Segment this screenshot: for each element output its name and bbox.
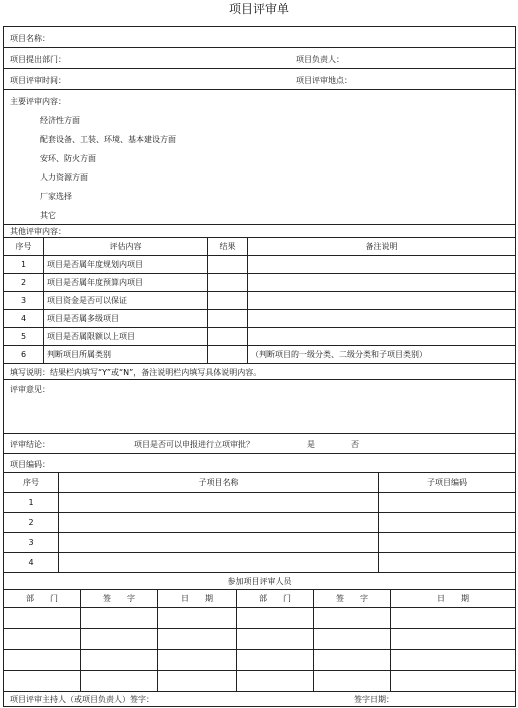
project-code-row xyxy=(4,454,515,473)
eval-row-content: 项目是否属多级项目 xyxy=(44,310,208,327)
eval-row-no: 1 xyxy=(4,256,44,273)
eval-row-no: 4 xyxy=(4,310,44,327)
sub-header-code: 子项目编码 xyxy=(427,478,467,487)
participants-title-row xyxy=(4,573,515,590)
table-row xyxy=(4,310,515,328)
table-row xyxy=(4,346,515,364)
eval-row-no: 3 xyxy=(4,292,44,309)
main-content-item: 其它 xyxy=(40,211,56,220)
review-time-label: 项目评审时间： xyxy=(10,76,66,85)
main-content-item: 配套设备、工装、环境、基本建设方面 xyxy=(40,135,176,144)
leader-label: 项目负责人： xyxy=(296,55,344,64)
eval-row-result[interactable] xyxy=(208,292,248,309)
table-row xyxy=(4,671,515,692)
participants-header xyxy=(4,590,515,608)
participant-signature-cell[interactable] xyxy=(81,650,158,670)
table-row xyxy=(4,553,515,573)
conclusion-yes[interactable]: 是 xyxy=(307,440,315,449)
footer-row xyxy=(4,692,515,706)
participant-department-cell[interactable] xyxy=(237,650,314,670)
sub-row-no: 3 xyxy=(4,533,59,552)
participant-department-cell[interactable] xyxy=(237,629,314,649)
participant-department-cell[interactable] xyxy=(4,629,81,649)
table-row xyxy=(4,608,515,629)
eval-header-note: 备注说明 xyxy=(365,242,398,251)
table-row xyxy=(4,533,515,553)
department-label: 项目提出部门： xyxy=(10,55,66,64)
participant-department-cell[interactable] xyxy=(4,671,81,691)
other-content-label: 其他评审内容： xyxy=(10,227,66,236)
table-row xyxy=(4,629,515,650)
participant-signature-cell[interactable] xyxy=(81,629,158,649)
table-row xyxy=(4,328,515,346)
eval-row-result[interactable] xyxy=(208,346,248,363)
sub-row-name[interactable] xyxy=(59,553,379,572)
review-place-label: 项目评审地点： xyxy=(296,76,352,85)
host-sign-label: 项目评审主持人（或项目负责人）签字： xyxy=(10,695,154,704)
eval-row-result[interactable] xyxy=(208,310,248,327)
eval-row-content: 判断项目所属类别 xyxy=(44,346,208,363)
participant-signature-cell[interactable] xyxy=(314,608,391,628)
participants-header-date: 日 期 xyxy=(158,590,237,607)
document-title: 项目评审单 xyxy=(228,2,289,16)
main-content-item: 人力资源方面 xyxy=(40,173,88,182)
table-row xyxy=(4,493,515,513)
participant-signature-cell[interactable] xyxy=(314,629,391,649)
table-row xyxy=(4,274,515,292)
participant-signature-cell[interactable] xyxy=(81,608,158,628)
fill-note: 填写说明：结果栏内填写“Y”或“N”，备注说明栏内填写具体说明内容。 xyxy=(10,368,262,377)
participant-department-cell[interactable] xyxy=(237,671,314,691)
opinion-area[interactable] xyxy=(4,380,515,434)
eval-row-note[interactable]: （判断项目的一级分类、二级分类和子项目类别） xyxy=(251,350,427,359)
participant-department-cell[interactable] xyxy=(4,608,81,628)
project-name-label: 项目名称： xyxy=(10,34,50,43)
main-content-item: 安环、防火方面 xyxy=(40,154,96,163)
conclusion-no[interactable]: 否 xyxy=(351,440,359,449)
eval-row-result[interactable] xyxy=(208,256,248,273)
sign-date-label: 签字日期： xyxy=(354,695,394,704)
project-code-label: 项目编码： xyxy=(10,460,50,469)
participants-title: 参加项目评审人员 xyxy=(227,576,292,586)
eval-row-note[interactable] xyxy=(248,292,515,309)
participant-signature-cell[interactable] xyxy=(81,671,158,691)
eval-row-note[interactable] xyxy=(248,328,515,345)
main-content-label: 主要评审内容： xyxy=(10,97,66,106)
eval-row-no: 2 xyxy=(4,274,44,291)
sub-header-name: 子项目名称 xyxy=(59,473,379,492)
other-content-row xyxy=(4,225,515,238)
participant-date-cell[interactable] xyxy=(391,671,515,691)
eval-table-header xyxy=(4,238,515,256)
eval-row-no: 5 xyxy=(4,328,44,345)
sub-row-name[interactable] xyxy=(59,493,379,512)
sub-row-name[interactable] xyxy=(59,513,379,532)
sub-row-code[interactable] xyxy=(379,553,515,572)
eval-row-note[interactable] xyxy=(248,274,515,291)
eval-row-note[interactable] xyxy=(248,256,515,273)
sub-header-no: 序号 xyxy=(4,473,59,492)
review-time-row xyxy=(4,69,515,90)
participant-date-cell[interactable] xyxy=(391,629,515,649)
sub-row-no: 2 xyxy=(4,513,59,532)
participant-signature-cell[interactable] xyxy=(314,671,391,691)
main-content-item: 厂家选择 xyxy=(40,192,72,201)
eval-row-content: 项目资金是否可以保证 xyxy=(44,292,208,309)
eval-header-result: 结果 xyxy=(208,238,248,255)
participant-department-cell[interactable] xyxy=(237,608,314,628)
eval-row-result[interactable] xyxy=(208,274,248,291)
main-content-area xyxy=(4,90,515,225)
participant-date-cell[interactable] xyxy=(158,629,237,649)
participants-header-date: 日 期 xyxy=(437,594,469,603)
project-name-row xyxy=(4,27,515,48)
table-row xyxy=(4,513,515,533)
sub-row-name[interactable] xyxy=(59,533,379,552)
sub-row-code[interactable] xyxy=(379,533,515,552)
review-form xyxy=(3,26,516,707)
sub-row-no: 1 xyxy=(4,493,59,512)
table-row xyxy=(4,256,515,274)
participant-date-cell[interactable] xyxy=(158,671,237,691)
participant-date-cell[interactable] xyxy=(158,608,237,628)
participants-header-signature: 签 字 xyxy=(314,590,391,607)
conclusion-question: 项目是否可以申报进行立项审批？ xyxy=(134,440,254,449)
conclusion-label: 评审结论： xyxy=(10,440,50,449)
sub-row-code[interactable] xyxy=(379,493,515,512)
eval-row-content: 项目是否属限额以上项目 xyxy=(44,328,208,345)
participant-department-cell[interactable] xyxy=(4,650,81,670)
sub-row-no: 4 xyxy=(4,553,59,572)
eval-header-content: 评估内容 xyxy=(44,238,208,255)
department-row xyxy=(4,48,515,69)
eval-header-no: 序号 xyxy=(4,238,44,255)
participant-date-cell[interactable] xyxy=(391,650,515,670)
sub-table-header xyxy=(4,473,515,493)
eval-row-result[interactable] xyxy=(208,328,248,345)
sub-row-code[interactable] xyxy=(379,513,515,532)
conclusion-row xyxy=(4,434,515,454)
opinion-label: 评审意见： xyxy=(10,385,50,394)
table-row xyxy=(4,650,515,671)
participants-header-signature: 签 字 xyxy=(81,590,158,607)
fill-note-row xyxy=(4,364,515,380)
main-content-item: 经济性方面 xyxy=(40,116,80,125)
table-row xyxy=(4,292,515,310)
eval-row-no: 6 xyxy=(4,346,44,363)
participant-date-cell[interactable] xyxy=(158,650,237,670)
participants-header-department: 部 门 xyxy=(237,590,314,607)
participant-date-cell[interactable] xyxy=(391,608,515,628)
eval-row-content: 项目是否属年度规划内项目 xyxy=(44,256,208,273)
eval-row-content: 项目是否属年度预算内项目 xyxy=(44,274,208,291)
eval-row-note[interactable] xyxy=(248,310,515,327)
participant-signature-cell[interactable] xyxy=(314,650,391,670)
participants-header-department: 部 门 xyxy=(4,590,81,607)
